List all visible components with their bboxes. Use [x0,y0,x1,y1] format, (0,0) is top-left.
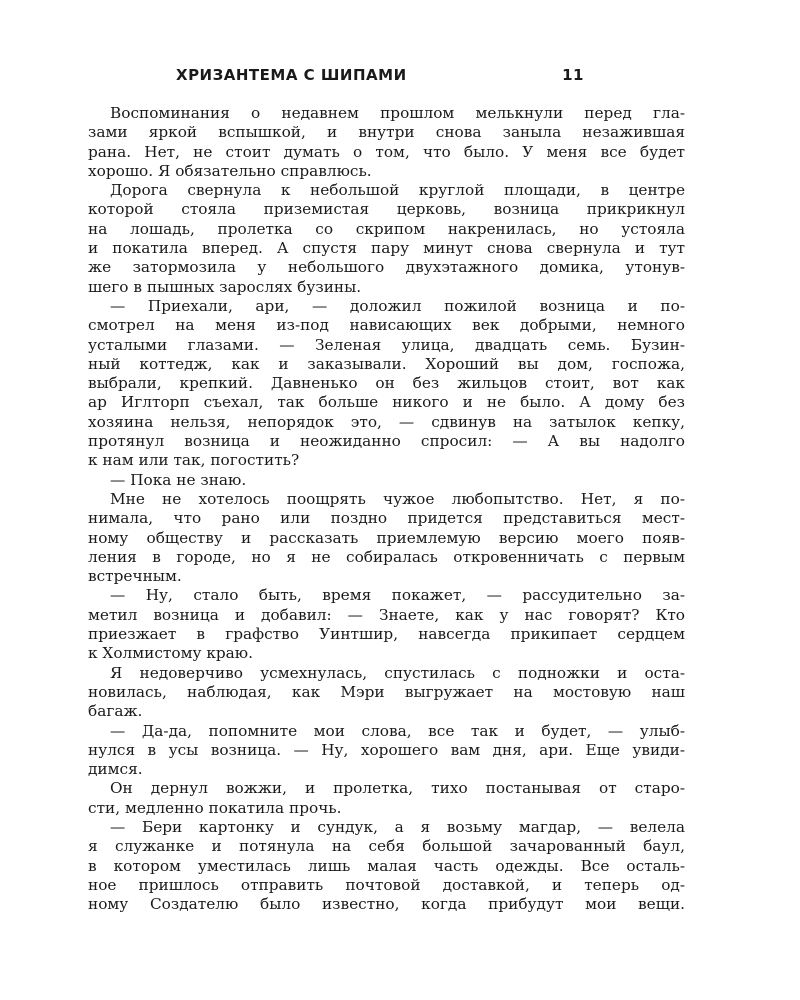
text-line: нимала, что рано или поздно придется представиться мест- [88,509,685,528]
text-line: к нам или так, погостить? [88,451,300,470]
text-line: Мне не хотелось поощрять чужое любопытство. Нет, я по- [110,489,685,508]
running-title: ХРИЗАНТЕМА С ШИПАМИ [176,66,407,84]
text-line: ное пришлось отправить почтовой доставкой, и теперь од- [88,875,685,894]
text-line: Он дернул вожжи, и пролетка, тихо постанывая от старо- [110,779,685,798]
text-line: — Ну, стало быть, время покажет, — рассудительно за- [110,586,685,605]
text-line: же затормозила у небольшого двухэтажного домика, утонув- [88,258,685,277]
text-line: Воспоминания о недавнем прошлом мелькнули перед гла- [110,104,685,122]
text-line: хорошо. Я обязательно справлюсь. [88,161,372,180]
text-line: — Бери картонку и сундук, а я возьму магдар, — велела [110,817,685,836]
text-line: которой стояла приземистая церковь, возница прикрикнул [88,200,685,219]
text-line: — Пока не знаю. [110,470,247,489]
text-line: выбрали, крепкий. Давненько он без жильцов стоит, вот как [88,374,685,393]
text-line: в котором уместилась лишь малая часть одежды. Все осталь- [88,856,685,875]
text-line: багаж. [88,702,143,721]
text-line: и покатила вперед. А спустя пару минут снова свернула и тут [88,239,685,258]
text-line: сти, медленно покатила прочь. [88,798,342,817]
text-line: зами яркой вспышкой, и внутри снова заныла незажившая [88,123,685,142]
text-line: Дорога свернула к небольшой круглой площади, в центре [110,181,685,200]
text-line: ному Создателю было известно, когда прибудут мои вещи. [88,895,685,914]
text-line: ления в городе, но я не собиралась откровенничать с первым [88,547,685,566]
text-line: на лошадь, пролетка со скрипом накренилась, но устояла [88,219,685,238]
text-line: новилась, наблюдая, как Мэри выгружает на мостовую наш [88,682,685,701]
page-number: 11 [562,66,584,84]
text-line: усталыми глазами. — Зеленая улица, двадцать семь. Бузин- [88,335,685,354]
text-line: — Да-да, попомните мои слова, все так и будет, — улыб- [110,721,685,740]
text-line: приезжает в графство Уинтшир, навсегда прикипает сердцем [88,625,685,644]
text-line: к Холмистому краю. [88,644,253,663]
text-line: Я недоверчиво усмехнулась, спустилась с подножки и оста- [110,663,685,682]
text-line: рана. Нет, не стоит думать о том, что было. У меня все будет [88,142,685,161]
text-line: ному обществу и рассказать приемлемую версию моего появ- [88,528,685,547]
text-line: хозяина нельзя, непорядок это, — сдвинув на затылок кепку, [88,412,685,431]
running-head [176,66,584,92]
text-line: шего в пышных зарослях бузины. [88,277,362,296]
body-text [88,104,685,914]
text-line: нулся в усы возница. — Ну, хорошего вам дня, ари. Еще увиди- [88,740,685,759]
text-line: димся. [88,760,143,779]
text-line: протянул возница и неожиданно спросил: — А вы надолго [88,432,685,451]
text-line: метил возница и добавил: — Знаете, как у нас говорят? Кто [88,605,685,624]
text-line: смотрел на меня из-под нависающих век добрыми, немного [88,316,685,335]
text-line: я служанке и потянула на себя большой зачарованный баул, [88,837,685,856]
text-line: ный коттедж, как и заказывали. Хороший вы дом, госпожа, [88,354,685,373]
text-line: — Приехали, ари, — доложил пожилой возница и по- [110,296,685,315]
text-line: ар Иглторп съехал, так больше никого и не было. А дому без [88,393,685,412]
text-line: встречным. [88,567,182,586]
